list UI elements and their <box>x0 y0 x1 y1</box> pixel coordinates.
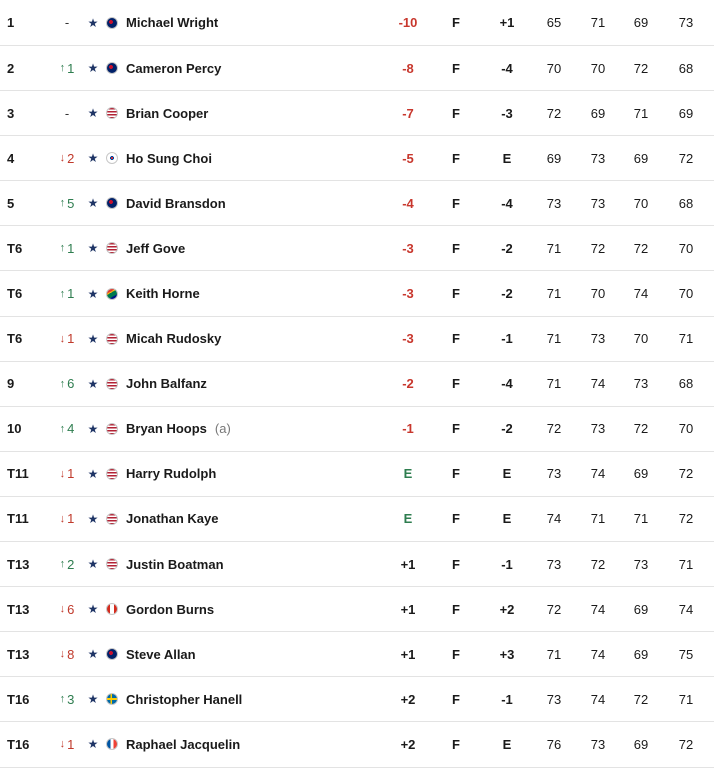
flag-icon-rsa <box>106 271 119 315</box>
star-icon[interactable]: ★ <box>87 421 99 436</box>
movement-value: 1 <box>67 511 75 527</box>
player-name[interactable] <box>126 91 208 135</box>
total-to-par: -4 <box>402 195 414 211</box>
movement-value: 5 <box>67 195 75 211</box>
position-movement <box>56 181 78 225</box>
flag-icon-usa <box>106 542 119 586</box>
round-1-score: 71 <box>546 376 562 392</box>
player-name[interactable] <box>126 452 216 496</box>
round-1-score: 72 <box>546 105 562 121</box>
total-to-par: -3 <box>402 331 414 347</box>
flag-icon-usa <box>106 452 119 496</box>
movement-value: 1 <box>67 736 75 752</box>
today-score: -1 <box>501 556 513 572</box>
position-movement <box>56 362 78 406</box>
position: 4 <box>7 150 15 166</box>
player-name-text[interactable]: David Bransdon <box>126 195 226 211</box>
flag-icon-aus <box>106 46 119 90</box>
round-4-score: 69 <box>678 105 694 121</box>
total-to-par: +1 <box>400 601 416 617</box>
round-1-score: 76 <box>546 736 562 752</box>
total-to-par: -7 <box>402 105 414 121</box>
player-name-text[interactable]: John Balfanz <box>126 376 207 392</box>
today-score: -1 <box>501 331 513 347</box>
position-movement <box>56 407 78 451</box>
round-3-score: 70 <box>633 331 649 347</box>
round-3-score: 69 <box>633 646 649 662</box>
player-name-text[interactable]: Micah Rudosky <box>126 331 222 347</box>
position-movement <box>56 452 78 496</box>
round-3-score: 72 <box>633 240 649 256</box>
round-2-score: 74 <box>590 646 606 662</box>
round-1-score: 72 <box>546 601 562 617</box>
thru: F <box>452 240 460 256</box>
thru: F <box>452 331 460 347</box>
round-4-score: 75 <box>678 646 694 662</box>
player-row[interactable] <box>0 407 714 452</box>
today-score: -4 <box>501 376 513 392</box>
total-to-par: +2 <box>400 736 416 752</box>
arrow-up-icon: ↑ <box>59 377 66 390</box>
round-2-score: 70 <box>590 286 606 302</box>
total-to-par: E <box>403 466 413 482</box>
total-to-par: -1 <box>402 421 414 437</box>
flag-icon-can <box>106 587 119 631</box>
movement-value: 2 <box>67 150 75 166</box>
player-row[interactable] <box>0 722 714 767</box>
total-to-par: +1 <box>400 646 416 662</box>
thru: F <box>452 376 460 392</box>
thru: F <box>452 646 460 662</box>
position: T13 <box>7 646 30 662</box>
round-3-score: 70 <box>633 195 649 211</box>
round-3-score: 74 <box>633 286 649 302</box>
round-2-score: 73 <box>590 421 606 437</box>
player-name-text[interactable]: Ho Sung Choi <box>126 150 212 166</box>
position-movement <box>56 542 78 586</box>
thru: F <box>452 736 460 752</box>
player-name[interactable] <box>126 407 231 451</box>
player-name[interactable] <box>126 317 221 361</box>
arrow-up-icon: ↑ <box>59 197 66 210</box>
player-row[interactable] <box>0 136 714 181</box>
round-1-score: 69 <box>546 150 562 166</box>
arrow-down-icon: ↓ <box>59 738 66 751</box>
star-icon[interactable]: ★ <box>87 331 99 346</box>
star-icon[interactable]: ★ <box>87 557 99 572</box>
thru: F <box>452 466 460 482</box>
flag-icon-usa <box>106 226 119 270</box>
today-score: E <box>502 466 512 482</box>
position: T13 <box>7 601 30 617</box>
flag-icon-usa <box>106 362 119 406</box>
round-4-score: 74 <box>678 601 694 617</box>
player-row[interactable] <box>0 226 714 271</box>
position: T6 <box>7 331 23 347</box>
arrow-down-icon: ↓ <box>59 467 66 480</box>
player-name-text[interactable]: Justin Boatman <box>126 556 224 572</box>
position: 10 <box>7 421 22 437</box>
position-movement <box>56 136 78 180</box>
round-2-score: 69 <box>590 105 606 121</box>
round-1-score: 70 <box>546 60 562 76</box>
round-2-score: 73 <box>590 736 606 752</box>
arrow-up-icon: ↑ <box>59 422 66 435</box>
player-name[interactable] <box>126 46 221 90</box>
position-movement <box>56 271 78 315</box>
round-4-score: 72 <box>678 150 694 166</box>
flag-icon-swe <box>106 677 119 721</box>
round-1-score: 74 <box>546 511 562 527</box>
star-icon[interactable]: ★ <box>87 466 99 481</box>
total-to-par: -3 <box>402 286 414 302</box>
player-name[interactable] <box>126 632 196 676</box>
thru: F <box>452 601 460 617</box>
today-score: -1 <box>501 691 513 707</box>
player-name-text[interactable]: Bryan Hoops <box>126 421 207 437</box>
round-3-score: 72 <box>633 60 649 76</box>
round-3-score: 69 <box>633 466 649 482</box>
position-movement <box>56 632 78 676</box>
arrow-up-icon: ↑ <box>59 242 66 255</box>
round-2-score: 73 <box>590 195 606 211</box>
arrow-down-icon: ↓ <box>59 648 66 661</box>
movement-value: 1 <box>67 60 75 76</box>
total-to-par: +1 <box>400 556 416 572</box>
player-name[interactable] <box>126 0 218 45</box>
round-4-score: 71 <box>678 331 694 347</box>
flag-icon-usa <box>106 91 119 135</box>
round-3-score: 69 <box>633 15 649 30</box>
round-2-score: 71 <box>590 15 606 30</box>
round-3-score: 69 <box>633 601 649 617</box>
today-score: +1 <box>499 15 515 30</box>
player-row[interactable] <box>0 0 714 46</box>
player-name-text[interactable]: Jeff Gove <box>126 240 186 256</box>
round-3-score: 72 <box>633 691 649 707</box>
movement-value: 8 <box>67 646 75 662</box>
position-movement: - <box>64 105 70 121</box>
position: T16 <box>7 691 30 707</box>
thru: F <box>452 195 460 211</box>
round-4-score: 71 <box>678 556 694 572</box>
position-movement <box>56 497 78 541</box>
player-row[interactable] <box>0 452 714 497</box>
star-icon[interactable]: ★ <box>87 737 99 752</box>
today-score: E <box>502 150 512 166</box>
position: 9 <box>7 376 15 392</box>
player-row[interactable] <box>0 181 714 226</box>
movement-value: 1 <box>67 240 75 256</box>
position: 2 <box>7 60 15 76</box>
amateur-badge: (a) <box>214 421 231 437</box>
star-icon[interactable]: ★ <box>87 376 99 391</box>
thru: F <box>452 105 460 121</box>
position-movement <box>56 46 78 90</box>
player-name-text[interactable]: Jonathan Kaye <box>126 511 219 527</box>
round-4-score: 70 <box>678 286 694 302</box>
position: T6 <box>7 240 23 256</box>
movement-value: 1 <box>67 331 75 347</box>
total-to-par: -2 <box>402 376 414 392</box>
round-1-score: 73 <box>546 466 562 482</box>
arrow-up-icon: ↑ <box>59 287 66 300</box>
player-name-text[interactable]: Brian Cooper <box>126 105 209 121</box>
total-to-par: E <box>403 511 413 527</box>
player-name[interactable] <box>126 226 185 270</box>
position-movement: - <box>64 15 70 30</box>
round-3-score: 69 <box>633 150 649 166</box>
round-1-score: 71 <box>546 240 562 256</box>
player-name-text[interactable]: Christopher Hanell <box>126 691 243 707</box>
flag-icon-kor <box>106 136 119 180</box>
today-score: -2 <box>501 421 513 437</box>
round-3-score: 69 <box>633 736 649 752</box>
player-row[interactable] <box>0 677 714 722</box>
star-icon[interactable]: ★ <box>87 286 99 301</box>
player-name-text[interactable]: Cameron Percy <box>126 60 222 76</box>
round-2-score: 72 <box>590 240 606 256</box>
today-score: +2 <box>499 601 515 617</box>
player-row[interactable] <box>0 91 714 136</box>
thru: F <box>452 15 460 30</box>
round-4-score: 68 <box>678 195 694 211</box>
star-icon[interactable]: ★ <box>87 151 99 166</box>
movement-value: 6 <box>67 376 75 392</box>
thru: F <box>452 691 460 707</box>
thru: F <box>452 556 460 572</box>
total-to-par: -5 <box>402 150 414 166</box>
today-score: E <box>502 511 512 527</box>
movement-value: 2 <box>67 556 75 572</box>
round-1-score: 72 <box>546 421 562 437</box>
round-1-score: 73 <box>546 195 562 211</box>
player-row[interactable] <box>0 362 714 407</box>
thru: F <box>452 150 460 166</box>
player-name-text[interactable]: Michael Wright <box>126 15 219 30</box>
round-3-score: 71 <box>633 511 649 527</box>
movement-value: 6 <box>67 601 75 617</box>
today-score: -4 <box>501 60 513 76</box>
round-2-score: 71 <box>590 511 606 527</box>
round-4-score: 72 <box>678 736 694 752</box>
total-to-par: -8 <box>402 60 414 76</box>
today-score: -3 <box>501 105 513 121</box>
arrow-up-icon: ↑ <box>59 693 66 706</box>
player-name-text[interactable]: Raphael Jacquelin <box>126 736 241 752</box>
round-1-score: 71 <box>546 286 562 302</box>
player-row[interactable] <box>0 497 714 542</box>
position: T11 <box>7 511 29 527</box>
arrow-down-icon: ↓ <box>59 603 66 616</box>
round-4-score: 72 <box>678 511 694 527</box>
player-name[interactable] <box>126 181 226 225</box>
player-name-text[interactable]: Harry Rudolph <box>126 466 217 482</box>
movement-value: 1 <box>67 466 75 482</box>
round-4-score: 68 <box>678 376 694 392</box>
movement-value: 4 <box>67 421 75 437</box>
player-name[interactable] <box>126 542 224 586</box>
movement-value: 3 <box>67 691 75 707</box>
total-to-par: -10 <box>398 15 418 30</box>
round-4-score: 71 <box>678 691 694 707</box>
player-name[interactable] <box>126 362 207 406</box>
flag-icon-aus <box>106 0 119 45</box>
player-name[interactable] <box>126 497 218 541</box>
round-2-score: 74 <box>590 601 606 617</box>
player-name[interactable] <box>126 136 212 180</box>
thru: F <box>452 421 460 437</box>
round-2-score: 70 <box>590 60 606 76</box>
position: T16 <box>7 736 30 752</box>
player-row[interactable] <box>0 317 714 362</box>
today-score: -2 <box>501 286 513 302</box>
position: T13 <box>7 556 30 572</box>
player-name-text[interactable]: Keith Horne <box>126 286 200 302</box>
arrow-down-icon: ↓ <box>59 332 66 345</box>
thru: F <box>452 60 460 76</box>
player-name[interactable] <box>126 271 200 315</box>
player-row[interactable] <box>0 46 714 91</box>
star-icon[interactable]: ★ <box>87 106 99 121</box>
player-name-text[interactable]: Steve Allan <box>126 646 196 662</box>
round-3-score: 72 <box>633 421 649 437</box>
star-icon[interactable]: ★ <box>87 15 99 30</box>
today-score: +3 <box>499 646 515 662</box>
star-icon[interactable]: ★ <box>87 61 99 76</box>
position-movement <box>56 226 78 270</box>
thru: F <box>452 511 460 527</box>
round-4-score: 70 <box>678 421 694 437</box>
round-4-score: 70 <box>678 240 694 256</box>
today-score: E <box>502 736 512 752</box>
position-movement <box>56 722 78 766</box>
round-1-score: 71 <box>546 331 562 347</box>
position-movement <box>56 317 78 361</box>
today-score: -2 <box>501 240 513 256</box>
round-2-score: 74 <box>590 376 606 392</box>
star-icon[interactable]: ★ <box>87 241 99 256</box>
player-name[interactable] <box>126 722 240 766</box>
round-2-score: 74 <box>590 466 606 482</box>
star-icon[interactable]: ★ <box>87 196 99 211</box>
star-icon[interactable]: ★ <box>87 647 99 662</box>
total-to-par: -3 <box>402 240 414 256</box>
player-name[interactable] <box>126 677 242 721</box>
flag-icon-usa <box>106 407 119 451</box>
position: 3 <box>7 105 15 121</box>
position-movement <box>56 587 78 631</box>
round-1-score: 73 <box>546 556 562 572</box>
round-3-score: 71 <box>633 105 649 121</box>
round-1-score: 73 <box>546 691 562 707</box>
movement-value: 1 <box>67 286 75 302</box>
round-3-score: 73 <box>633 556 649 572</box>
round-2-score: 74 <box>590 691 606 707</box>
arrow-up-icon: ↑ <box>59 558 66 571</box>
round-4-score: 68 <box>678 60 694 76</box>
total-to-par: +2 <box>400 691 416 707</box>
position: T11 <box>7 466 29 482</box>
round-2-score: 73 <box>590 150 606 166</box>
position: 5 <box>7 195 15 211</box>
player-row[interactable] <box>0 587 714 632</box>
star-icon[interactable]: ★ <box>87 692 99 707</box>
flag-icon-aus <box>106 181 119 225</box>
arrow-down-icon: ↓ <box>59 512 66 525</box>
flag-icon-fra <box>106 722 119 766</box>
player-name[interactable] <box>126 587 214 631</box>
today-score: -4 <box>501 195 513 211</box>
player-row[interactable] <box>0 542 714 587</box>
flag-icon-aus <box>106 632 119 676</box>
player-row[interactable] <box>0 271 714 316</box>
round-3-score: 73 <box>633 376 649 392</box>
round-4-score: 73 <box>678 15 694 30</box>
flag-icon-usa <box>106 317 119 361</box>
arrow-up-icon: ↑ <box>59 62 66 75</box>
player-name-text[interactable]: Gordon Burns <box>126 601 215 617</box>
flag-icon-usa <box>106 497 119 541</box>
thru: F <box>452 286 460 302</box>
round-2-score: 72 <box>590 556 606 572</box>
position-movement <box>56 677 78 721</box>
arrow-down-icon: ↓ <box>59 152 66 165</box>
round-2-score: 73 <box>590 331 606 347</box>
position: T6 <box>7 286 23 302</box>
position: 1 <box>7 15 15 30</box>
star-icon[interactable]: ★ <box>87 602 99 617</box>
star-icon[interactable]: ★ <box>87 511 99 526</box>
player-row[interactable] <box>0 632 714 677</box>
round-1-score: 71 <box>546 646 562 662</box>
round-1-score: 65 <box>546 15 562 30</box>
round-4-score: 72 <box>678 466 694 482</box>
